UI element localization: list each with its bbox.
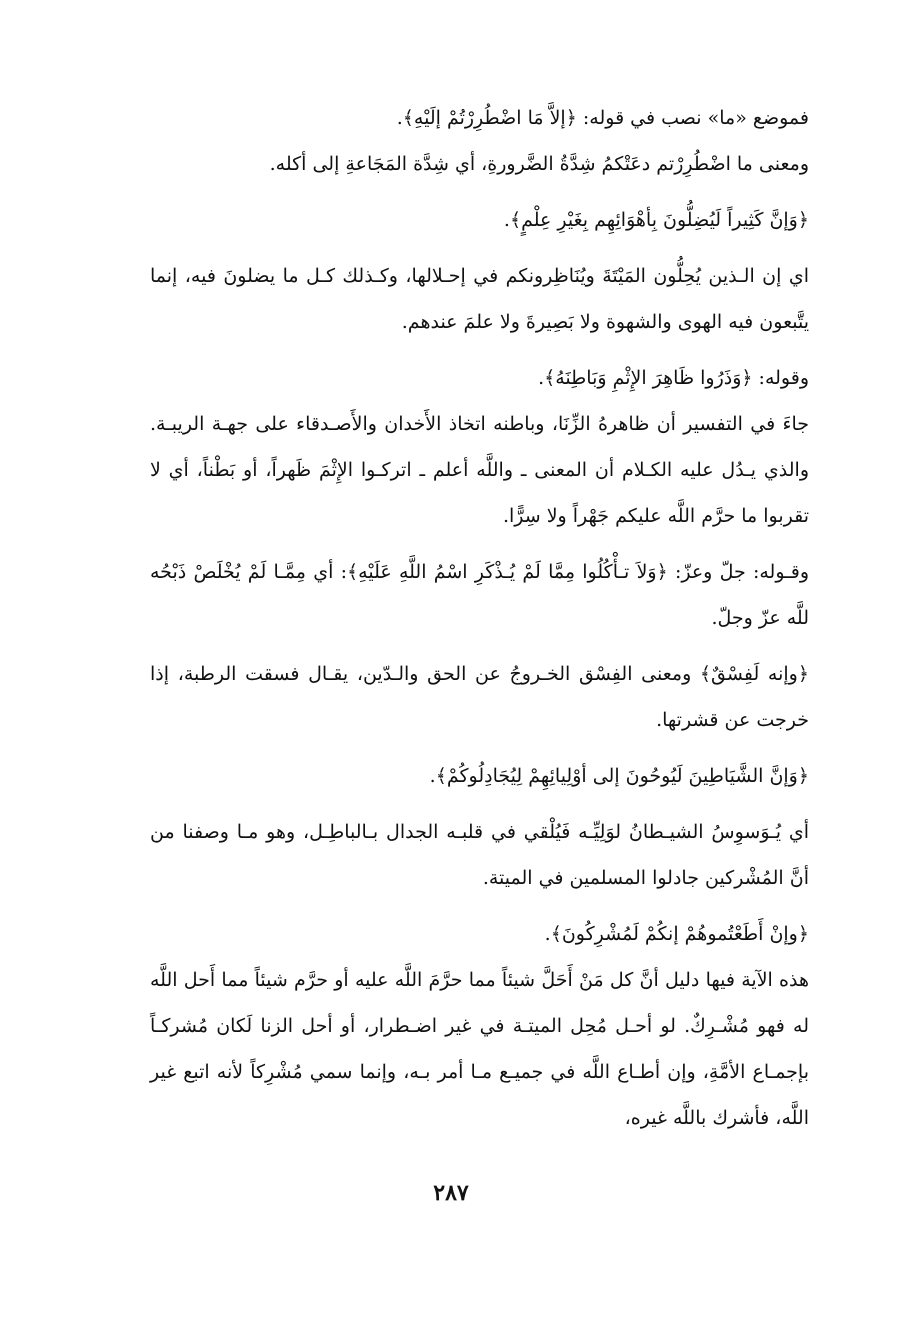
verse-heading-3: ﴿وَإنَّ الشَّيَاطِينَ لَيُوحُونَ إلى أوْلِيائِهِمْ لِيُجَادِلُوكُمْ﴾. bbox=[429, 765, 809, 787]
paragraph-2: ومعنى ما اضْطُرِرْتم دعَتْكمُ شِدَّةُ الضَّرورةِ، أي شِدَّة المَجَاعةِ إلى أكله. bbox=[269, 153, 809, 175]
page-number: ٢٨٧ bbox=[433, 1180, 469, 1206]
paragraph-4: جاءَ في التفسير أن ظاهرهُ الزِّنَا، وباطنه اتخاذ الأَخدان والأَصـدقاء على جهـة الريبـة. والذي يـدُل عليه الكـلام أن المعنى ـ واللَّه أعلم ـ اتركـوا الإِثْمَ ظَهراً، أو بَطْناً، أي لا تقربوا ما حرَّم اللَّه عليكم جَهْراً ولا سِرًّا. bbox=[150, 413, 809, 527]
verse-heading-4: ﴿وإنْ أَطَعْتُموهُمْ إنكُمْ لَمُشْرِكُونَ﴾. bbox=[544, 923, 809, 945]
paragraph-7: أي يُـوَسوِسُ الشيـطانُ لوَلِيِّـه فَيُلْقي في قلبـه الجدال بـالباطِـل، وهو مـا وصفنا من أنَّ المُشْركين جادلوا المسلمين في الميتة. bbox=[150, 821, 809, 889]
paragraph-3: اي إن الـذين يُحِلُّون المَيْتَةَ ويُنَاظِرونكم في إحـلالها، وكـذلك كـل ما يضلونَ فيه، إنما يتَّبعون فيه الهوى والشهوة ولا بَصِيرةَ ولا علمَ عندهم. bbox=[150, 265, 809, 333]
verse-heading-2: وقوله: ﴿وَذَرُوا ظَاهِرَ الإِثْمِ وَبَاطِنَهُ﴾. bbox=[538, 367, 809, 389]
paragraph-8: هذه الآية فيها دليل أنَّ كل مَنْ أَحَلَّ شيئاً مما حرَّمَ اللَّه عليه أو حرَّم شيئاً مما أَحل اللَّه له فهو مُشْـرِكٌ. لو أحـل مُحِل الميتـة في غير اضـطرار، أو أحل الزنا لَكان مُشركـاً بإجمـاع الأمَّةِ، وإن أطـاع اللَّه في جميـع مـا أمر بـه، وإنما سمي مُشْرِكاً لأنه اتبع غير اللَّه، فأشرك باللَّه غيره، bbox=[150, 969, 809, 1129]
paragraph-6: ﴿وإنه لَفِسْقٌ﴾ ومعنى الفِسْق الخـروجُ عن الحق والـدّين، يقـال فسقت الرطبة، إذا خرجت عن قشرتها. bbox=[150, 663, 809, 731]
paragraph-5: وقـوله: جلّ وعزّ: ﴿وَلاَ تـأْكُلُوا مِمَّا لَمْ يُـذْكَرِ اسْمُ اللَّهِ عَلَيْهِ﴾: أي مِمَّـا لَمْ يُخْلَصْ ذَبْحُه للَّه عزّ وجلّ. bbox=[150, 561, 809, 629]
main-text bbox=[150, 95, 809, 1141]
paragraph-1: فموضع «ما» نصب في قوله: ﴿إلاَّ مَا اضْطُرِرْتُمْ إلَيْهِ﴾. bbox=[396, 107, 809, 129]
verse-heading-1: ﴿وَإنَّ كَثِيراً لَيُضِلُّونَ بِأهْوَائِهِم بِغَيْرِ عِلْمٍ﴾. bbox=[503, 209, 809, 231]
